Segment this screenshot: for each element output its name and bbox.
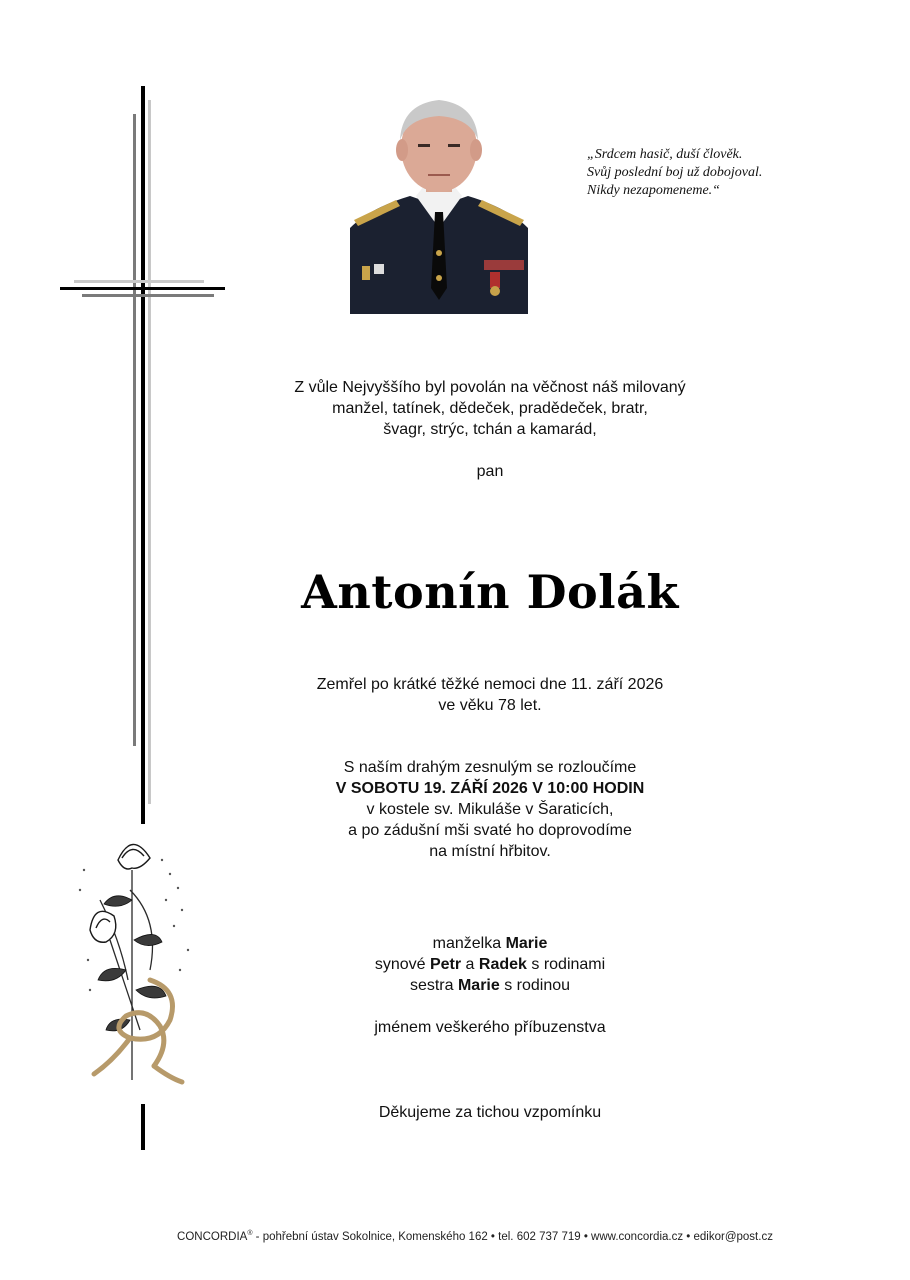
death-info bbox=[180, 674, 800, 716]
cross-horizontal-shadow-bottom bbox=[82, 294, 214, 297]
motto-line: „Srdcem hasič, duší člověk. bbox=[587, 147, 743, 162]
portrait-image bbox=[350, 88, 528, 314]
motto-quote bbox=[587, 146, 847, 200]
footer-details: - pohřební ústav Sokolnice, Komenského 162 • tel. 602 737 719 • www.concordia.cz • edikor@post.cz bbox=[252, 1230, 773, 1243]
relatives-line: jménem veškerého příbuzenstva bbox=[374, 1019, 606, 1036]
footer-registered-mark: ® bbox=[247, 1230, 253, 1237]
intro-text bbox=[180, 377, 800, 440]
mourner-wife: manželka Marie bbox=[432, 935, 548, 952]
mourner-sister: sestra Marie s rodinou bbox=[409, 977, 571, 994]
funeral-info bbox=[180, 757, 800, 862]
intro-title: pan bbox=[476, 463, 504, 480]
mourner-sons: synové Petr a Radek s rodinami bbox=[374, 956, 606, 973]
cross-vertical-main-lower bbox=[141, 1104, 145, 1150]
rose-illustration-icon bbox=[70, 830, 205, 1090]
funeral-line: na místní hřbitov. bbox=[429, 843, 551, 860]
intro-line: švagr, strýc, tchán a kamarád, bbox=[383, 421, 597, 438]
funeral-datetime: V SOBOTU 19. ZÁŘÍ 2026 V 10:00 HODIN bbox=[335, 780, 645, 797]
funeral-line: S naším drahým zesnulým se rozloučíme bbox=[343, 759, 637, 776]
motto-line: Svůj poslední boj už dobojoval. bbox=[587, 165, 763, 180]
funeral-line: a po zádušní mši svaté ho doprovodíme bbox=[348, 822, 632, 839]
cross-vertical-main bbox=[141, 86, 145, 824]
motto-line: Nikdy nezapomeneme.“ bbox=[587, 183, 720, 198]
cross-horizontal-shadow-top bbox=[74, 280, 204, 283]
cross-vertical-shadow-left bbox=[133, 114, 136, 746]
funeral-line: v kostele sv. Mikuláše v Šaraticích, bbox=[366, 801, 614, 818]
footer-brand: CONCORDIA bbox=[177, 1230, 248, 1243]
floral-decoration bbox=[70, 830, 205, 1090]
cross-horizontal-main bbox=[60, 287, 225, 290]
thanks-line: Děkujeme za tichou vzpomínku bbox=[378, 1104, 602, 1121]
deceased-name: Antonín Dolák bbox=[301, 565, 679, 619]
mourners-list bbox=[180, 933, 800, 996]
portrait-photo bbox=[350, 88, 528, 314]
intro-line: manžel, tatínek, dědeček, pradědeček, bratr, bbox=[332, 400, 648, 417]
cross-vertical-shadow-right bbox=[148, 100, 151, 804]
death-line: Zemřel po krátké těžké nemoci dne 11. září 2026 bbox=[316, 676, 664, 693]
footer-contact bbox=[80, 1226, 870, 1245]
death-line: ve věku 78 let. bbox=[438, 697, 542, 714]
intro-line: Z vůle Nejvyššího byl povolán na věčnost náš milovaný bbox=[294, 379, 686, 396]
